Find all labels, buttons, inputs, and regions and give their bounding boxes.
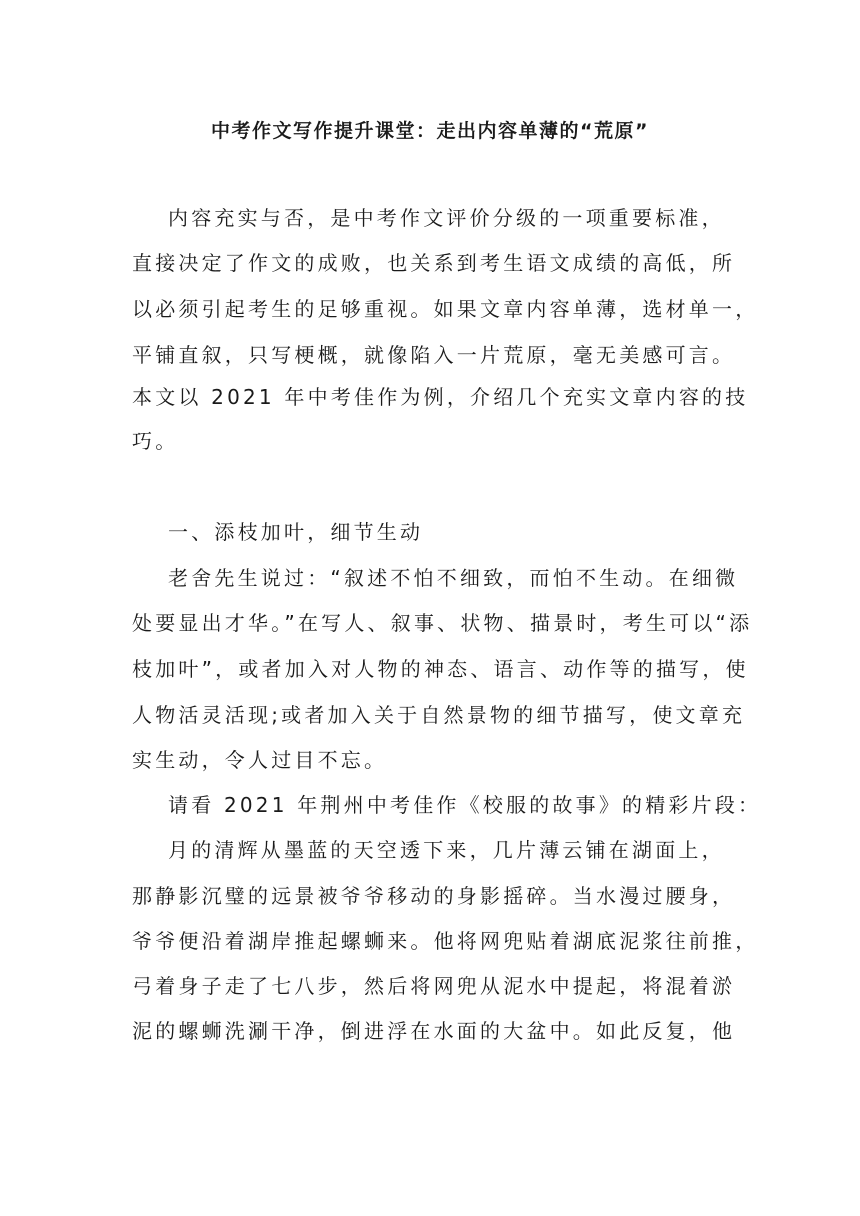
section1-line-2: 处要显出才华。”在写人、叙事、状物、描景时，考生可以“添: [132, 611, 753, 635]
excerpt-line-2: 那静影沉璧的远景被爷爷移动的身影摇碎。当水漫过腰身，: [132, 884, 736, 908]
intro-line-6: 巧。: [132, 429, 179, 453]
section1-line-1: 老舍先生说过：“叙述不怕不细致，而怕不生动。在细微: [168, 566, 739, 590]
example-intro: 请看 2021 年荆州中考佳作《校服的故事》的精彩片段：: [168, 793, 762, 817]
excerpt-line-4: 弓着身子走了七八步，然后将网兜从泥水中提起，将混着淤: [132, 974, 736, 998]
section1-line-4: 人物活灵活现;或者加入关于自然景物的细节描写，使文章充: [132, 703, 746, 727]
section1-line-3: 枝加叶”，或者加入对人物的神态、语言、动作等的描写，使: [132, 657, 749, 681]
intro-line-5: 本文以 2021 年中考佳作为例，介绍几个充实文章内容的技: [132, 385, 749, 409]
intro-line-2: 直接决定了作文的成败，也关系到考生语文成绩的高低，所: [132, 251, 736, 275]
section1-heading: 一、添枝加叶，细节生动: [168, 520, 424, 544]
section1-line-5: 实生动，令人过目不忘。: [132, 748, 388, 772]
excerpt-line-3: 爷爷便沿着湖岸推起螺蛳来。他将网兜贴着湖底泥浆往前推，: [132, 929, 759, 953]
intro-line-4: 平铺直叙，只写梗概，就像陷入一片荒原，毫无美感可言。: [132, 343, 736, 367]
excerpt-line-5: 泥的螺蛳洗涮干净，倒进浮在水面的大盆中。如此反复，他: [132, 1019, 736, 1043]
document-title: 中考作文写作提升课堂：走出内容单薄的“荒原”: [211, 120, 649, 142]
excerpt-line-1: 月的清辉从墨蓝的天空透下来，几片薄云铺在湖面上，: [168, 838, 725, 862]
intro-line-1: 内容充实与否，是中考作文评价分级的一项重要标准，: [168, 206, 725, 230]
intro-line-3: 以必须引起考生的足够重视。如果文章内容单薄，选材单一，: [132, 297, 759, 321]
